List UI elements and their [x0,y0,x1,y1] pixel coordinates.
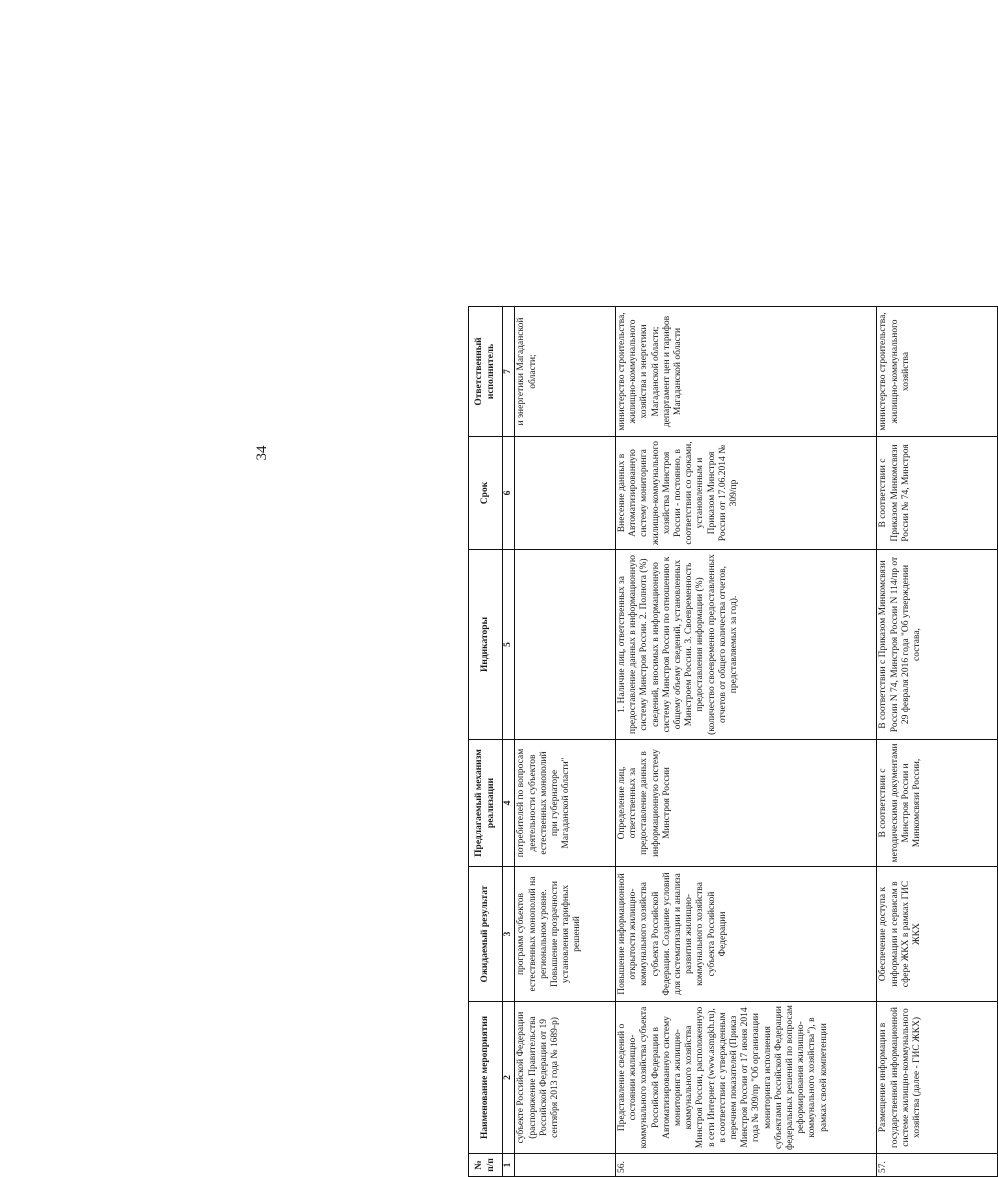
activities-table [468,306,998,1177]
indicators: 1. Наличие лиц, ответственных за предоставление данных в информационную систему Минстроя России. 2. Полнота (%) сведений, вносимых в информационную систему Минстроя России по отношению к общему объему сведений, установленных Минстроем России. 3. Своевременность предоставления информации (%) (количество своевременно предоставленных отчетов от общего количества отчетов, представляемых за год). [615,550,876,740]
table-row [515,307,616,1177]
col-number: 5 [503,550,515,740]
page-number: 34 [254,445,270,461]
col-number: 7 [503,307,515,437]
col-number: 3 [503,867,515,1002]
mechanism: потребителей по вопросам деятельности субъектов естественных монополий при губернаторе Магаданской области" [515,740,616,867]
activity-name: Представление сведений о состоянии жилищно-коммунального хозяйства субъекта Российской Федерации в Автоматизированную систему мониторинга жилищно-коммунального хозяйства Минстроя России, расположенную в сети Интернет (www.asmgkh.ru), в соответствии с утвержденным перечнем показателей (Приказ Минстроя России от 17 июня 2014 года № 309/пр "Об организации мониторинга исполнения субъектами Российской Федерации федеральных решений по вопросам реформирования жилищно-коммунального хозяйства"), в рамках своей компетенции [615,1002,876,1154]
row-number: 56. [615,1154,876,1177]
row-number: 57. [877,1154,998,1177]
term: Внесение данных в Автоматизированную систему мониторинга жилищно-коммунального хозяйства Минстроя России - постоянно, в соответствии со сроками, установленным и Приказом Минстроя России от 17.06.2014 № 309/пр [615,437,876,550]
term: В соответствии с Приказом Минкомсвязи России № 74, Минстроя [877,437,998,550]
table-row [615,307,876,1177]
expected-result: Повышение информационной открытости жилищно-коммунального хозяйства субъекта Российской Федерации. Создание условий для систематизации и анализа развития жилищно-коммунального хозяйства субъекта Российской Федерации [615,867,876,1002]
header-mechanism: Предлагаемый механизм реализации [469,740,503,867]
col-number: 4 [503,740,515,867]
activity-name: Размещение информации в государственной информационной системе жилищно-коммунального хозяйства (далее - ГИС ЖКХ) [877,1002,998,1154]
row-number [515,1154,616,1177]
table-header-row [469,307,503,1177]
column-number-row [503,307,515,1177]
header-name: Наименование мероприятия [469,1002,503,1154]
expected-result: программ субъектов естественных монополий на региональном уровне. Повышение прозрачности установления тарифных решений [515,867,616,1002]
header-num: № п/п [469,1154,503,1177]
responsible: министерство строительства, жилищно-коммунального хозяйства [877,307,998,437]
responsible: министерство строительства, жилищно-коммунального хозяйства и энергетики Магаданской области; департамент цен и тарифов Магаданской области [615,307,876,437]
col-number: 1 [503,1154,515,1177]
col-number: 6 [503,437,515,550]
activity-name: субъекте Российской Федерации (распоряжение Правительства Российской Федерации от 19 сентября 2013 года № 1689-р) [515,1002,616,1154]
table-row [877,307,998,1177]
expected-result: Обеспечение доступа к информации и сервисам в сфере ЖКХ в рамках ГИС ЖКХ [877,867,998,1002]
header-result: Ожидаемый результат [469,867,503,1002]
mechanism: Определение лиц, ответственных за предоставление данных в информационную систему Минстроя России [615,740,876,867]
indicators: В соответствии с Приказом Минкомсвязи России N 74, Минстроя России N 114/пр от 29 февраля 2016 года "Об утверждении состава, [877,550,998,740]
header-term: Срок [469,437,503,550]
term [515,437,616,550]
header-indicators: Индикаторы [469,550,503,740]
header-responsible: Ответственный исполнитель [469,307,503,437]
responsible: и энергетики Магаданской области; [515,307,616,437]
mechanism: В соответствии с методическими документами Минстроя России и Минкомсвязи России, [877,740,998,867]
rotated-table-container [468,307,998,1177]
indicators [515,550,616,740]
col-number: 2 [503,1002,515,1154]
